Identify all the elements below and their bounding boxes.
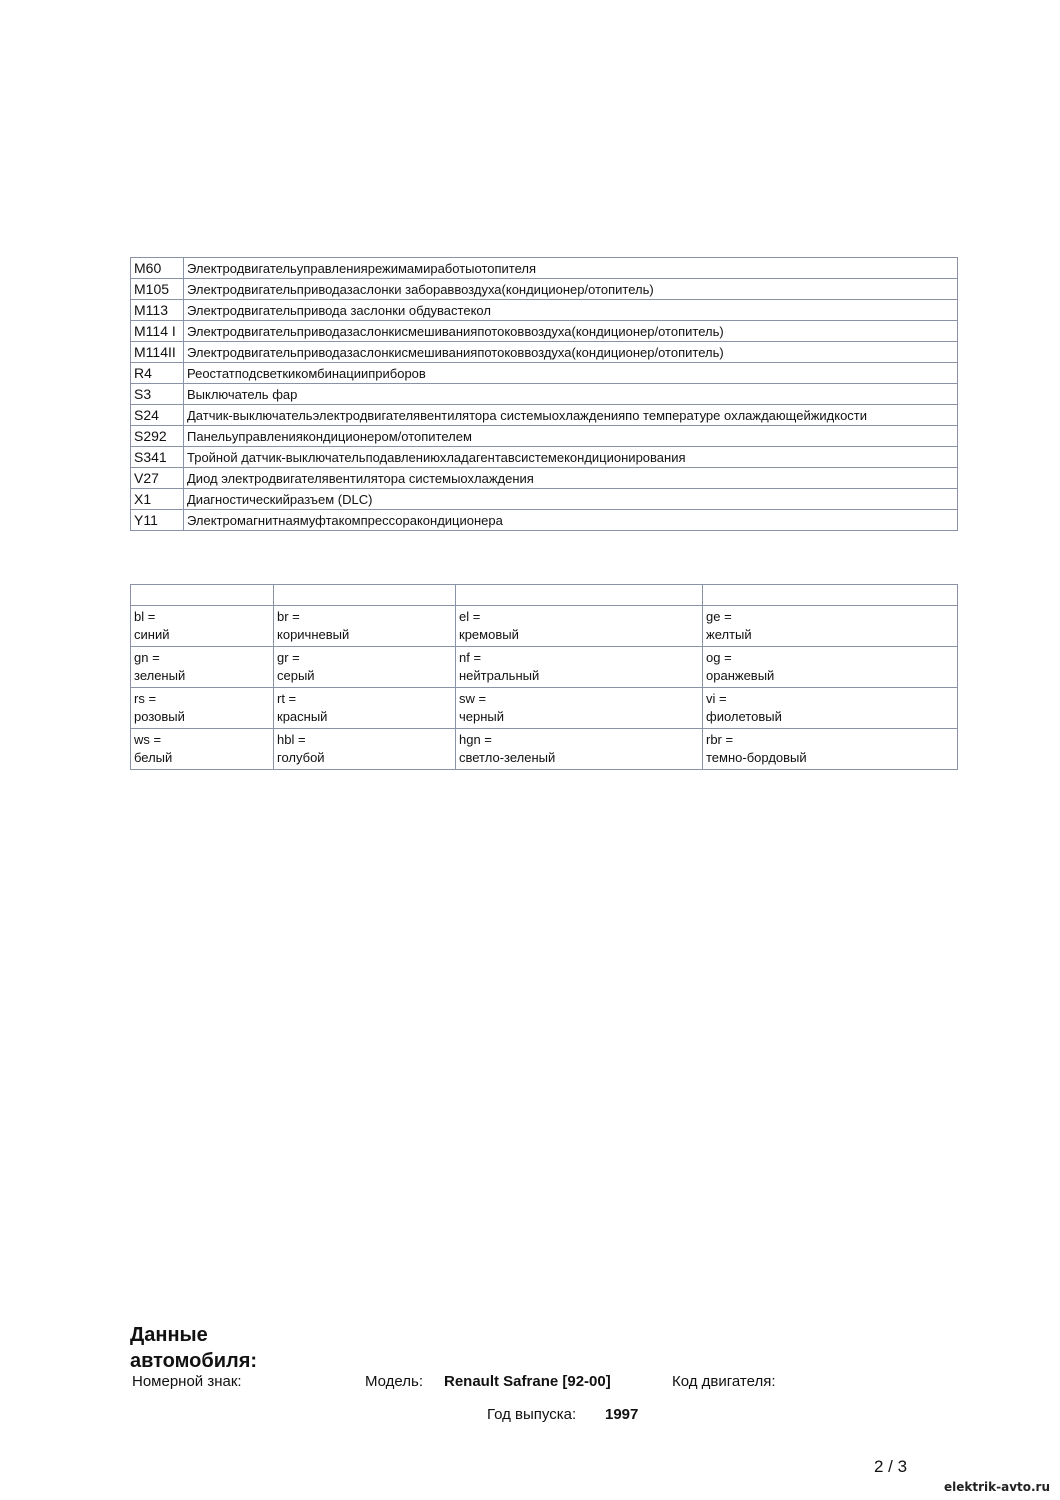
- component-code: V27: [131, 468, 184, 489]
- year-label: Год выпуска:: [487, 1406, 577, 1423]
- color-name: оранжевый: [706, 668, 775, 683]
- component-row: [131, 363, 958, 384]
- component-row: [131, 489, 958, 510]
- wire-colors-table: [130, 584, 958, 770]
- model-label: Модель:: [365, 1373, 424, 1390]
- component-code: Y11: [131, 510, 184, 531]
- color-cell: [456, 647, 703, 688]
- color-cell: [456, 729, 703, 770]
- color-cell: [131, 606, 274, 647]
- component-description: Электродвигательприводазаслонки забораввоздуха(кондиционер/отопитель): [184, 279, 958, 300]
- component-description: Датчик-выключательэлектродвигателявентилятора системыохлажденияпо температуре охлаждающейжидкости: [184, 405, 958, 426]
- color-code: bl =: [134, 609, 156, 624]
- color-code: vi =: [706, 691, 727, 706]
- color-code: br =: [277, 609, 300, 624]
- color-name: розовый: [134, 709, 185, 724]
- color-name: темно-бордовый: [706, 750, 807, 765]
- color-code: hbl =: [277, 732, 306, 747]
- component-code: M114 I: [131, 321, 184, 342]
- component-description: Электромагнитнаямуфтакомпрессоракондиционера: [184, 510, 958, 531]
- component-row: [131, 447, 958, 468]
- vehicle-data-title: Данные автомобиля:: [130, 1324, 258, 1372]
- color-name: черный: [459, 709, 505, 724]
- component-row: [131, 279, 958, 300]
- color-cell: [274, 606, 456, 647]
- component-code: X1: [131, 489, 184, 510]
- component-code: R4: [131, 363, 184, 384]
- color-cell: [131, 688, 274, 729]
- color-code: sw =: [459, 691, 487, 706]
- color-code: gn =: [134, 650, 160, 665]
- color-code: el =: [459, 609, 481, 624]
- component-code: M113: [131, 300, 184, 321]
- color-cell: [274, 688, 456, 729]
- color-name: кремовый: [459, 627, 519, 642]
- color-cell: [274, 729, 456, 770]
- color-code: rbr =: [706, 732, 734, 747]
- color-code: gr =: [277, 650, 300, 665]
- color-code: og =: [706, 650, 732, 665]
- color-cell: [131, 729, 274, 770]
- color-name: зеленый: [134, 668, 186, 683]
- color-code: rs =: [134, 691, 157, 706]
- color-row: [131, 647, 958, 688]
- component-row: [131, 321, 958, 342]
- color-code: nf =: [459, 650, 482, 665]
- component-description: Электродвигательуправлениярежимамиработыотопителя: [184, 258, 958, 279]
- component-code: M60: [131, 258, 184, 279]
- color-name: серый: [277, 668, 315, 683]
- color-code: ws =: [134, 732, 162, 747]
- component-code: M105: [131, 279, 184, 300]
- color-name: фиолетовый: [706, 709, 782, 724]
- year-value: 1997: [605, 1406, 639, 1423]
- color-name: голубой: [277, 750, 325, 765]
- component-description: Электродвигательпривода заслонки обдувастекол: [184, 300, 958, 321]
- color-code: hgn =: [459, 732, 492, 747]
- color-cell: [456, 606, 703, 647]
- component-description: Диод электродвигателявентилятора системыохлаждения: [184, 468, 958, 489]
- engine-code-label: Код двигателя:: [672, 1373, 776, 1390]
- component-row: [131, 468, 958, 489]
- color-name: желтый: [706, 627, 752, 642]
- color-name: нейтральный: [459, 668, 540, 683]
- color-name: светло-зеленый: [459, 750, 556, 765]
- color-row: [131, 729, 958, 770]
- model-value: Renault Safrane [92-00]: [444, 1373, 611, 1390]
- color-cell: [131, 647, 274, 688]
- color-cell: [703, 688, 958, 729]
- component-row: [131, 258, 958, 279]
- component-row: [131, 426, 958, 447]
- component-description: Панельуправлениякондиционером/отопителем: [184, 426, 958, 447]
- color-cell: [274, 647, 456, 688]
- color-cell: [703, 729, 958, 770]
- color-row: [131, 606, 958, 647]
- colors-header-row: [131, 585, 958, 606]
- component-code: S3: [131, 384, 184, 405]
- watermark: elektrik-avto.ru: [944, 1480, 1051, 1494]
- color-name: синий: [134, 627, 170, 642]
- component-description: Выключатель фар: [184, 384, 958, 405]
- plate-label: Номерной знак:: [132, 1373, 242, 1390]
- page-number: 2 / 3: [874, 1457, 908, 1476]
- component-row: [131, 300, 958, 321]
- component-description: Электродвигательприводазаслонкисмешиванияпотоковвоздуха(кондиционер/отопитель): [184, 342, 958, 363]
- component-row: [131, 384, 958, 405]
- component-description: Тройной датчик-выключательподавлениюхладагентавсистемекондиционирования: [184, 447, 958, 468]
- component-row: [131, 405, 958, 426]
- component-code: M114II: [131, 342, 184, 363]
- component-description: Реостатподсветкикомбинацииприборов: [184, 363, 958, 384]
- color-name: белый: [134, 750, 173, 765]
- component-description: Диагностическийразъем (DLC): [184, 489, 958, 510]
- color-name: красный: [277, 709, 328, 724]
- component-description: Электродвигательприводазаслонкисмешиванияпотоковвоздуха(кондиционер/отопитель): [184, 321, 958, 342]
- component-row: [131, 342, 958, 363]
- component-row: [131, 510, 958, 531]
- color-cell: [703, 647, 958, 688]
- color-cell: [703, 606, 958, 647]
- color-code: ge =: [706, 609, 732, 624]
- component-code: S341: [131, 447, 184, 468]
- color-row: [131, 688, 958, 729]
- component-code: S24: [131, 405, 184, 426]
- color-name: коричневый: [277, 627, 350, 642]
- components-table: [130, 257, 958, 531]
- color-code: rt =: [277, 691, 297, 706]
- color-cell: [456, 688, 703, 729]
- component-code: S292: [131, 426, 184, 447]
